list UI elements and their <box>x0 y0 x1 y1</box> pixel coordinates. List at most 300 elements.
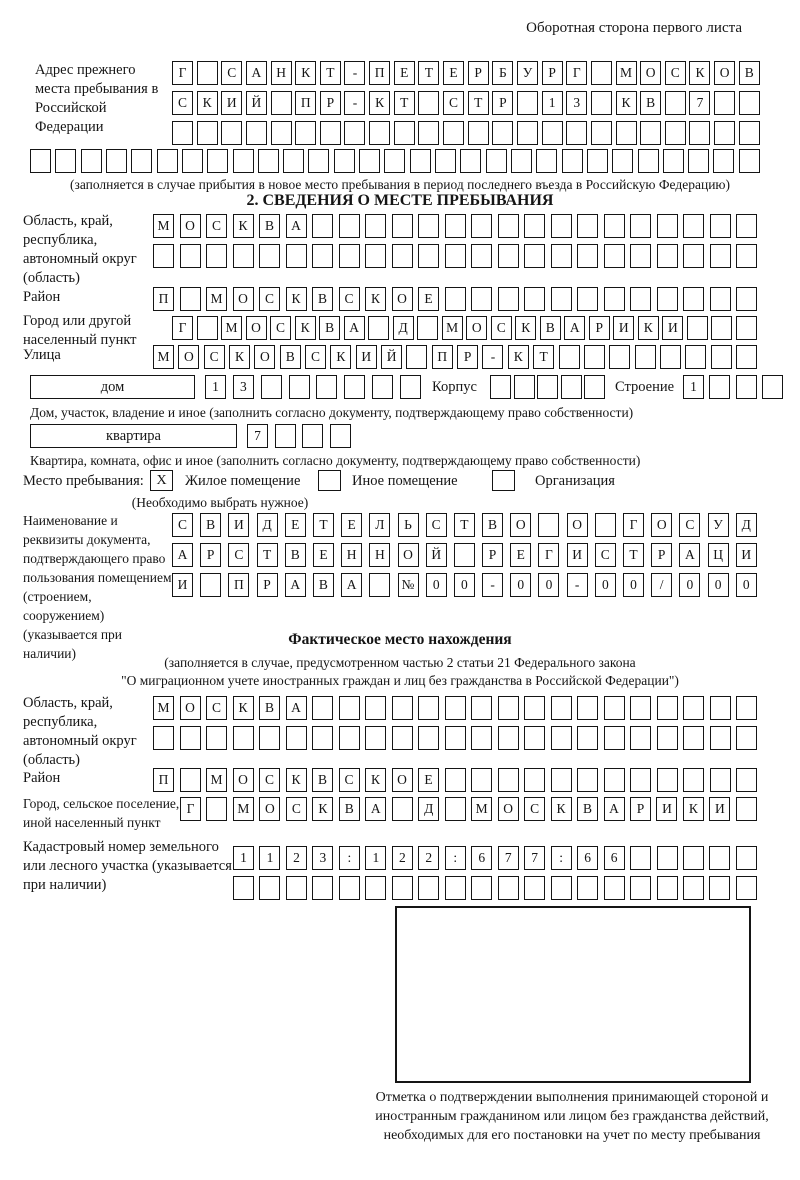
grid-cell-filled[interactable]: В <box>259 214 280 238</box>
grid-cell-empty[interactable] <box>709 876 730 900</box>
grid-cell-empty[interactable] <box>286 876 307 900</box>
grid-cell-filled[interactable]: И <box>228 513 249 537</box>
grid-cell-filled[interactable]: 2 <box>418 846 439 870</box>
grid-cell-empty[interactable] <box>561 375 582 399</box>
grid-cell-filled[interactable]: 1 <box>542 91 563 115</box>
grid-cell-filled[interactable]: О <box>466 316 487 340</box>
grid-cell-filled[interactable]: А <box>344 316 365 340</box>
grid-cell-filled[interactable]: В <box>319 316 340 340</box>
grid-cell-empty[interactable] <box>616 121 637 145</box>
grid-cell-filled[interactable]: К <box>616 91 637 115</box>
grid-cell-filled[interactable]: Т <box>454 513 475 537</box>
grid-cell-filled[interactable]: 7 <box>689 91 710 115</box>
grid-cell-empty[interactable] <box>445 287 466 311</box>
grid-cell-empty[interactable] <box>537 375 558 399</box>
grid-cell-empty[interactable] <box>286 726 307 750</box>
grid-cell-empty[interactable] <box>551 244 572 268</box>
grid-cell-empty[interactable] <box>630 287 651 311</box>
grid-cell-filled[interactable]: А <box>286 214 307 238</box>
grid-cell-filled[interactable]: В <box>312 768 333 792</box>
grid-cell-empty[interactable] <box>498 287 519 311</box>
grid-cell-filled[interactable]: О <box>180 214 201 238</box>
grid-cell-empty[interactable] <box>524 768 545 792</box>
grid-cell-empty[interactable] <box>683 696 704 720</box>
grid-cell-empty[interactable] <box>584 345 605 369</box>
grid-cell-empty[interactable] <box>517 121 538 145</box>
grid-cell-filled[interactable]: К <box>638 316 659 340</box>
grid-cell-empty[interactable] <box>604 287 625 311</box>
grid-cell-filled[interactable]: В <box>259 696 280 720</box>
grid-cell-filled[interactable]: Р <box>542 61 563 85</box>
grid-cell-empty[interactable] <box>657 876 678 900</box>
grid-cell-empty[interactable] <box>524 726 545 750</box>
grid-cell-filled[interactable]: А <box>604 797 625 821</box>
grid-cell-empty[interactable] <box>197 61 218 85</box>
grid-cell-filled[interactable]: С <box>443 91 464 115</box>
grid-cell-filled[interactable]: Г <box>566 61 587 85</box>
grid-cell-empty[interactable] <box>711 345 732 369</box>
grid-cell-empty[interactable] <box>524 696 545 720</box>
grid-cell-filled[interactable]: В <box>280 345 301 369</box>
grid-cell-filled[interactable]: М <box>221 316 242 340</box>
grid-cell-filled[interactable]: Т <box>468 91 489 115</box>
grid-cell-filled[interactable]: 0 <box>708 573 729 597</box>
grid-cell-empty[interactable] <box>359 149 380 173</box>
grid-cell-filled[interactable]: 6 <box>604 846 625 870</box>
grid-cell-empty[interactable] <box>559 345 580 369</box>
grid-cell-empty[interactable] <box>312 726 333 750</box>
grid-cell-empty[interactable] <box>524 287 545 311</box>
grid-cell-filled[interactable]: : <box>339 846 360 870</box>
grid-cell-filled[interactable]: С <box>206 696 227 720</box>
grid-cell-empty[interactable] <box>577 696 598 720</box>
grid-cell-empty[interactable] <box>736 375 757 399</box>
kvartira-box[interactable]: квартира <box>30 424 237 448</box>
grid-cell-filled[interactable]: Т <box>257 543 278 567</box>
grid-cell-filled[interactable]: В <box>313 573 334 597</box>
grid-cell-filled[interactable]: 2 <box>286 846 307 870</box>
grid-cell-empty[interactable] <box>445 726 466 750</box>
grid-cell-empty[interactable] <box>261 375 282 399</box>
grid-cell-filled[interactable]: Л <box>369 513 390 537</box>
zhiloe-checkbox[interactable]: X <box>150 470 173 491</box>
grid-cell-filled[interactable]: С <box>491 316 512 340</box>
grid-cell-empty[interactable] <box>365 726 386 750</box>
grid-cell-empty[interactable] <box>445 797 466 821</box>
grid-cell-filled[interactable]: 3 <box>312 846 333 870</box>
grid-cell-empty[interactable] <box>498 696 519 720</box>
grid-cell-empty[interactable] <box>206 797 227 821</box>
grid-cell-filled[interactable]: К <box>365 287 386 311</box>
grid-cell-filled[interactable]: Р <box>630 797 651 821</box>
grid-cell-filled[interactable]: Е <box>285 513 306 537</box>
grid-cell-filled[interactable]: 0 <box>595 573 616 597</box>
grid-cell-filled[interactable]: Е <box>510 543 531 567</box>
grid-cell-empty[interactable] <box>392 876 413 900</box>
grid-cell-empty[interactable] <box>498 876 519 900</box>
grid-cell-filled[interactable]: Р <box>200 543 221 567</box>
grid-cell-empty[interactable] <box>736 345 757 369</box>
grid-cell-empty[interactable] <box>736 797 757 821</box>
grid-cell-empty[interactable] <box>365 876 386 900</box>
grid-cell-empty[interactable] <box>180 726 201 750</box>
grid-cell-filled[interactable]: Й <box>246 91 267 115</box>
grid-cell-empty[interactable] <box>486 149 507 173</box>
grid-cell-empty[interactable] <box>498 214 519 238</box>
grid-cell-filled[interactable]: К <box>197 91 218 115</box>
grid-cell-filled[interactable]: Е <box>443 61 464 85</box>
grid-cell-empty[interactable] <box>577 726 598 750</box>
grid-cell-empty[interactable] <box>312 214 333 238</box>
grid-cell-empty[interactable] <box>538 513 559 537</box>
grid-cell-filled[interactable]: С <box>339 287 360 311</box>
grid-cell-empty[interactable] <box>460 149 481 173</box>
grid-cell-empty[interactable] <box>660 345 681 369</box>
grid-cell-filled[interactable]: К <box>330 345 351 369</box>
grid-cell-empty[interactable] <box>604 726 625 750</box>
grid-cell-filled[interactable]: О <box>510 513 531 537</box>
grid-cell-empty[interactable] <box>180 768 201 792</box>
grid-cell-filled[interactable]: 2 <box>392 846 413 870</box>
grid-cell-filled[interactable]: Н <box>271 61 292 85</box>
grid-cell-empty[interactable] <box>392 244 413 268</box>
grid-cell-empty[interactable] <box>259 876 280 900</box>
grid-cell-empty[interactable] <box>630 214 651 238</box>
grid-cell-empty[interactable] <box>710 696 731 720</box>
grid-cell-empty[interactable] <box>638 149 659 173</box>
grid-cell-empty[interactable] <box>591 121 612 145</box>
grid-cell-filled[interactable]: В <box>285 543 306 567</box>
grid-cell-empty[interactable] <box>275 424 296 448</box>
grid-cell-empty[interactable] <box>368 316 389 340</box>
grid-cell-filled[interactable]: Р <box>651 543 672 567</box>
grid-cell-filled[interactable]: 0 <box>679 573 700 597</box>
grid-cell-filled[interactable]: О <box>246 316 267 340</box>
grid-cell-empty[interactable] <box>233 876 254 900</box>
grid-cell-filled[interactable]: Т <box>313 513 334 537</box>
grid-cell-empty[interactable] <box>736 244 757 268</box>
grid-cell-filled[interactable]: Г <box>180 797 201 821</box>
grid-cell-empty[interactable] <box>635 345 656 369</box>
grid-cell-empty[interactable] <box>542 121 563 145</box>
grid-cell-filled[interactable]: И <box>567 543 588 567</box>
grid-cell-empty[interactable] <box>736 287 757 311</box>
grid-cell-empty[interactable] <box>640 121 661 145</box>
grid-cell-filled[interactable]: Р <box>257 573 278 597</box>
grid-cell-filled[interactable]: К <box>295 316 316 340</box>
grid-cell-empty[interactable] <box>418 244 439 268</box>
grid-cell-filled[interactable]: О <box>392 768 413 792</box>
grid-cell-filled[interactable]: К <box>286 768 307 792</box>
grid-cell-empty[interactable] <box>302 424 323 448</box>
grid-cell-filled[interactable]: - <box>482 345 503 369</box>
grid-cell-empty[interactable] <box>334 149 355 173</box>
grid-cell-filled[interactable]: Е <box>341 513 362 537</box>
grid-cell-filled[interactable]: И <box>662 316 683 340</box>
grid-cell-filled[interactable]: П <box>153 287 174 311</box>
grid-cell-filled[interactable]: С <box>172 91 193 115</box>
grid-cell-empty[interactable] <box>259 726 280 750</box>
grid-cell-empty[interactable] <box>711 316 732 340</box>
grid-cell-empty[interactable] <box>524 244 545 268</box>
grid-cell-filled[interactable]: О <box>714 61 735 85</box>
grid-cell-empty[interactable] <box>517 91 538 115</box>
grid-cell-filled[interactable]: Г <box>623 513 644 537</box>
grid-cell-empty[interactable] <box>312 876 333 900</box>
grid-cell-empty[interactable] <box>330 424 351 448</box>
grid-cell-empty[interactable] <box>233 244 254 268</box>
grid-cell-empty[interactable] <box>339 726 360 750</box>
grid-cell-filled[interactable]: О <box>392 287 413 311</box>
grid-cell-empty[interactable] <box>153 726 174 750</box>
grid-cell-filled[interactable]: К <box>295 61 316 85</box>
grid-cell-empty[interactable] <box>630 696 651 720</box>
grid-cell-filled[interactable]: У <box>517 61 538 85</box>
grid-cell-filled[interactable]: О <box>254 345 275 369</box>
grid-cell-empty[interactable] <box>584 375 605 399</box>
grid-cell-filled[interactable]: А <box>285 573 306 597</box>
grid-cell-filled[interactable]: В <box>200 513 221 537</box>
grid-cell-empty[interactable] <box>562 149 583 173</box>
grid-cell-empty[interactable] <box>713 149 734 173</box>
grid-cell-filled[interactable]: О <box>398 543 419 567</box>
grid-cell-empty[interactable] <box>498 726 519 750</box>
grid-cell-empty[interactable] <box>709 375 730 399</box>
grid-cell-empty[interactable] <box>471 876 492 900</box>
grid-cell-empty[interactable] <box>710 287 731 311</box>
grid-cell-filled[interactable]: М <box>471 797 492 821</box>
grid-cell-filled[interactable]: 7 <box>524 846 545 870</box>
grid-cell-filled[interactable]: П <box>432 345 453 369</box>
grid-cell-filled[interactable]: О <box>567 513 588 537</box>
grid-cell-empty[interactable] <box>551 768 572 792</box>
grid-cell-empty[interactable] <box>577 768 598 792</box>
grid-cell-filled[interactable]: К <box>312 797 333 821</box>
grid-cell-filled[interactable]: С <box>524 797 545 821</box>
grid-cell-empty[interactable] <box>630 768 651 792</box>
grid-cell-filled[interactable]: : <box>445 846 466 870</box>
grid-cell-filled[interactable]: 0 <box>623 573 644 597</box>
grid-cell-empty[interactable] <box>206 244 227 268</box>
grid-cell-empty[interactable] <box>736 214 757 238</box>
grid-cell-empty[interactable] <box>630 876 651 900</box>
grid-cell-empty[interactable] <box>400 375 421 399</box>
grid-cell-empty[interactable] <box>392 797 413 821</box>
grid-cell-empty[interactable] <box>392 696 413 720</box>
grid-cell-empty[interactable] <box>657 244 678 268</box>
grid-cell-empty[interactable] <box>536 149 557 173</box>
grid-cell-empty[interactable] <box>365 214 386 238</box>
grid-cell-empty[interactable] <box>180 287 201 311</box>
grid-cell-empty[interactable] <box>394 121 415 145</box>
grid-cell-filled[interactable]: Е <box>394 61 415 85</box>
grid-cell-filled[interactable]: - <box>482 573 503 597</box>
grid-cell-empty[interactable] <box>339 244 360 268</box>
grid-cell-empty[interactable] <box>339 876 360 900</box>
grid-cell-filled[interactable]: С <box>270 316 291 340</box>
grid-cell-empty[interactable] <box>736 876 757 900</box>
grid-cell-empty[interactable] <box>445 244 466 268</box>
grid-cell-filled[interactable]: Е <box>418 768 439 792</box>
grid-cell-empty[interactable] <box>710 244 731 268</box>
grid-cell-empty[interactable] <box>197 316 218 340</box>
grid-cell-filled[interactable]: В <box>739 61 760 85</box>
grid-cell-filled[interactable]: 3 <box>233 375 254 399</box>
grid-cell-filled[interactable]: М <box>233 797 254 821</box>
grid-cell-filled[interactable]: П <box>369 61 390 85</box>
grid-cell-empty[interactable] <box>233 149 254 173</box>
grid-cell-filled[interactable]: С <box>305 345 326 369</box>
grid-cell-empty[interactable] <box>587 149 608 173</box>
grid-cell-empty[interactable] <box>271 121 292 145</box>
grid-cell-filled[interactable]: С <box>286 797 307 821</box>
grid-cell-filled[interactable]: : <box>551 846 572 870</box>
grid-cell-filled[interactable]: С <box>221 61 242 85</box>
grid-cell-filled[interactable]: 1 <box>205 375 226 399</box>
grid-cell-empty[interactable] <box>492 121 513 145</box>
grid-cell-filled[interactable]: О <box>178 345 199 369</box>
grid-cell-empty[interactable] <box>577 876 598 900</box>
grid-cell-filled[interactable]: А <box>365 797 386 821</box>
grid-cell-empty[interactable] <box>683 768 704 792</box>
grid-cell-filled[interactable]: А <box>246 61 267 85</box>
grid-cell-filled[interactable]: 1 <box>683 375 704 399</box>
grid-cell-filled[interactable]: Т <box>418 61 439 85</box>
grid-cell-empty[interactable] <box>498 768 519 792</box>
grid-cell-empty[interactable] <box>604 768 625 792</box>
grid-cell-empty[interactable] <box>595 513 616 537</box>
grid-cell-empty[interactable] <box>551 876 572 900</box>
grid-cell-empty[interactable] <box>710 726 731 750</box>
grid-cell-empty[interactable] <box>736 726 757 750</box>
grid-cell-empty[interactable] <box>604 696 625 720</box>
grid-cell-empty[interactable] <box>739 91 760 115</box>
grid-cell-filled[interactable]: 3 <box>566 91 587 115</box>
grid-cell-filled[interactable]: О <box>498 797 519 821</box>
grid-cell-filled[interactable]: О <box>651 513 672 537</box>
grid-cell-empty[interactable] <box>200 573 221 597</box>
grid-cell-empty[interactable] <box>316 375 337 399</box>
grid-cell-filled[interactable]: А <box>679 543 700 567</box>
grid-cell-empty[interactable] <box>657 696 678 720</box>
grid-cell-filled[interactable]: Т <box>623 543 644 567</box>
grid-cell-empty[interactable] <box>417 316 438 340</box>
grid-cell-empty[interactable] <box>604 876 625 900</box>
grid-cell-filled[interactable]: В <box>640 91 661 115</box>
grid-cell-empty[interactable] <box>153 244 174 268</box>
grid-cell-empty[interactable] <box>339 214 360 238</box>
grid-cell-filled[interactable]: К <box>365 768 386 792</box>
grid-cell-empty[interactable] <box>471 287 492 311</box>
grid-cell-empty[interactable] <box>81 149 102 173</box>
grid-cell-filled[interactable]: 1 <box>233 846 254 870</box>
grid-cell-filled[interactable]: 1 <box>365 846 386 870</box>
grid-cell-empty[interactable] <box>289 375 310 399</box>
grid-cell-empty[interactable] <box>657 726 678 750</box>
grid-cell-empty[interactable] <box>683 726 704 750</box>
grid-cell-empty[interactable] <box>471 726 492 750</box>
grid-cell-filled[interactable]: Н <box>341 543 362 567</box>
grid-cell-empty[interactable] <box>736 768 757 792</box>
grid-cell-filled[interactable]: Ь <box>398 513 419 537</box>
grid-cell-empty[interactable] <box>689 121 710 145</box>
grid-cell-filled[interactable]: - <box>344 91 365 115</box>
grid-cell-empty[interactable] <box>283 149 304 173</box>
grid-cell-filled[interactable]: И <box>736 543 757 567</box>
grid-cell-empty[interactable] <box>418 876 439 900</box>
grid-cell-filled[interactable]: 6 <box>471 846 492 870</box>
grid-cell-filled[interactable]: - <box>567 573 588 597</box>
grid-cell-empty[interactable] <box>710 768 731 792</box>
grid-cell-empty[interactable] <box>271 91 292 115</box>
grid-cell-filled[interactable]: С <box>679 513 700 537</box>
grid-cell-empty[interactable] <box>683 846 704 870</box>
grid-cell-empty[interactable] <box>339 696 360 720</box>
grid-cell-filled[interactable]: Б <box>492 61 513 85</box>
grid-cell-empty[interactable] <box>30 149 51 173</box>
grid-cell-filled[interactable]: Р <box>468 61 489 85</box>
grid-cell-filled[interactable]: С <box>259 768 280 792</box>
grid-cell-filled[interactable]: № <box>398 573 419 597</box>
grid-cell-empty[interactable] <box>246 121 267 145</box>
grid-cell-filled[interactable]: К <box>551 797 572 821</box>
grid-cell-empty[interactable] <box>172 121 193 145</box>
grid-cell-filled[interactable]: Ц <box>708 543 729 567</box>
grid-cell-empty[interactable] <box>657 768 678 792</box>
grid-cell-empty[interactable] <box>683 876 704 900</box>
grid-cell-empty[interactable] <box>445 876 466 900</box>
grid-cell-filled[interactable]: Й <box>381 345 402 369</box>
grid-cell-filled[interactable]: Т <box>394 91 415 115</box>
grid-cell-filled[interactable]: И <box>221 91 242 115</box>
grid-cell-empty[interactable] <box>445 696 466 720</box>
grid-cell-empty[interactable] <box>663 149 684 173</box>
grid-cell-filled[interactable]: И <box>172 573 193 597</box>
grid-cell-filled[interactable]: К <box>689 61 710 85</box>
grid-cell-filled[interactable]: А <box>341 573 362 597</box>
grid-cell-filled[interactable]: К <box>233 214 254 238</box>
grid-cell-empty[interactable] <box>286 244 307 268</box>
grid-cell-filled[interactable]: В <box>577 797 598 821</box>
grid-cell-empty[interactable] <box>577 214 598 238</box>
grid-cell-empty[interactable] <box>657 214 678 238</box>
grid-cell-filled[interactable]: С <box>665 61 686 85</box>
grid-cell-filled[interactable]: Г <box>538 543 559 567</box>
grid-cell-filled[interactable]: С <box>172 513 193 537</box>
grid-cell-filled[interactable]: М <box>153 345 174 369</box>
grid-cell-empty[interactable] <box>443 121 464 145</box>
grid-cell-filled[interactable]: О <box>180 696 201 720</box>
grid-cell-filled[interactable]: С <box>259 287 280 311</box>
grid-cell-empty[interactable] <box>418 91 439 115</box>
grid-cell-empty[interactable] <box>609 345 630 369</box>
grid-cell-filled[interactable]: Р <box>457 345 478 369</box>
grid-cell-empty[interactable] <box>685 345 706 369</box>
grid-cell-filled[interactable]: В <box>482 513 503 537</box>
grid-cell-empty[interactable] <box>551 287 572 311</box>
grid-cell-filled[interactable]: / <box>651 573 672 597</box>
grid-cell-empty[interactable] <box>365 244 386 268</box>
grid-cell-empty[interactable] <box>665 121 686 145</box>
grid-cell-empty[interactable] <box>577 287 598 311</box>
grid-cell-filled[interactable]: Г <box>172 61 193 85</box>
grid-cell-empty[interactable] <box>106 149 127 173</box>
grid-cell-filled[interactable]: В <box>540 316 561 340</box>
grid-cell-empty[interactable] <box>312 696 333 720</box>
grid-cell-filled[interactable]: П <box>228 573 249 597</box>
grid-cell-empty[interactable] <box>714 91 735 115</box>
grid-cell-empty[interactable] <box>435 149 456 173</box>
